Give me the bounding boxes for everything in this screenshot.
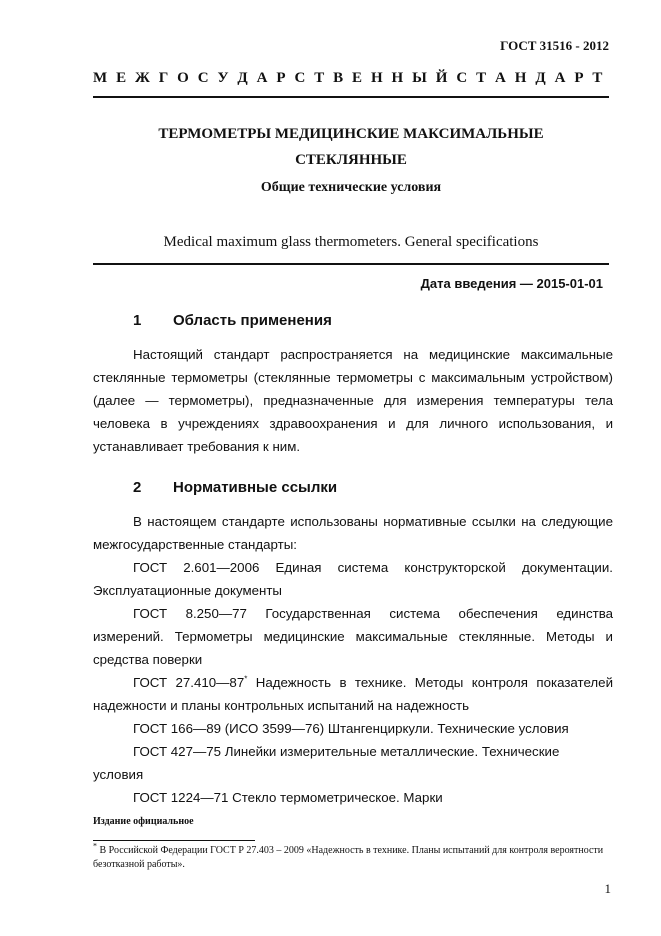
section-1-title: Область применения	[173, 312, 332, 329]
interstate-standard-banner: М Е Ж Г О С У Д А Р С Т В Е Н Н Ы Й С Т А Н Д А Р Т	[93, 70, 603, 86]
document-code: ГОСТ 31516 - 2012	[500, 38, 609, 53]
title-rule	[93, 263, 609, 265]
reference-text: ГОСТ 427—75 Линейки измерительные металлические. Технические условия	[93, 744, 560, 782]
reference-item	[93, 717, 613, 740]
reference-item	[93, 740, 575, 786]
reference-text: Надежность в технике. Методы контроля показателей надежности и планы контрольных испытаний на надежность	[93, 675, 613, 713]
english-title: Medical maximum glass thermometers. General specifications	[163, 234, 539, 250]
footnote	[93, 841, 609, 872]
reference-item	[93, 786, 613, 809]
reference-item	[93, 602, 613, 671]
reference-item	[93, 671, 613, 717]
footnote-marker: *	[244, 674, 248, 684]
reference-text: ГОСТ 8.250—77 Государственная система обеспечения единства измерений. Термометры медицинские максимальные стеклянные. Методы и средства поверки	[93, 606, 613, 667]
section-1-text: Настоящий стандарт распространяется на медицинские максимальные стеклянные термометры (стеклянные термометры с максимальным устройством) (далее — термометры), предназначенные для измерения температуры тела человека в учреждениях здравоохранения и для личного использования, и устанавливает требования к ним.	[93, 347, 613, 454]
reference-code: ГОСТ 27.410—87	[133, 675, 245, 690]
section-2-title: Нормативные ссылки	[173, 479, 338, 496]
reference-text: ГОСТ 1224—71 Стекло термометрическое. Марки	[133, 790, 443, 805]
title-line-2: СТЕКЛЯННЫЕ	[295, 152, 407, 168]
section-1-paragraph	[93, 343, 613, 458]
official-edition-label: Издание официальное	[93, 816, 194, 827]
footnote-marker: *	[93, 841, 97, 851]
subtitle: Общие технические условия	[260, 180, 442, 195]
section-2-number: 2	[133, 479, 142, 496]
footnote-text: В Российской Федерации ГОСТ Р 27.403 – 2009 «Надежность в технике. Планы испытаний для контроля вероятности безотказной работы».	[93, 845, 604, 870]
reference-item	[93, 556, 613, 602]
section-1-number: 1	[133, 312, 142, 329]
section-2-intro	[93, 510, 613, 556]
reference-text: ГОСТ 2.601—2006 Единая система конструкторской документации. Эксплуатационные документы	[93, 560, 613, 598]
section-1-heading	[133, 312, 332, 329]
section-2-heading	[133, 479, 337, 496]
section-2-intro-text: В настоящем стандарте использованы нормативные ссылки на следующие межгосударственные стандарты:	[93, 514, 613, 552]
top-rule	[93, 96, 609, 98]
reference-text: ГОСТ 166—89 (ИСО 3599—76) Штангенциркули. Технические условия	[133, 721, 569, 736]
footnote-rule	[93, 840, 255, 841]
page-number: 1	[604, 881, 611, 896]
title-line-1: ТЕРМОМЕТРЫ МЕДИЦИНСКИЕ МАКСИМАЛЬНЫЕ	[158, 126, 544, 142]
introduction-date: Дата введения — 2015-01-01	[420, 276, 603, 291]
